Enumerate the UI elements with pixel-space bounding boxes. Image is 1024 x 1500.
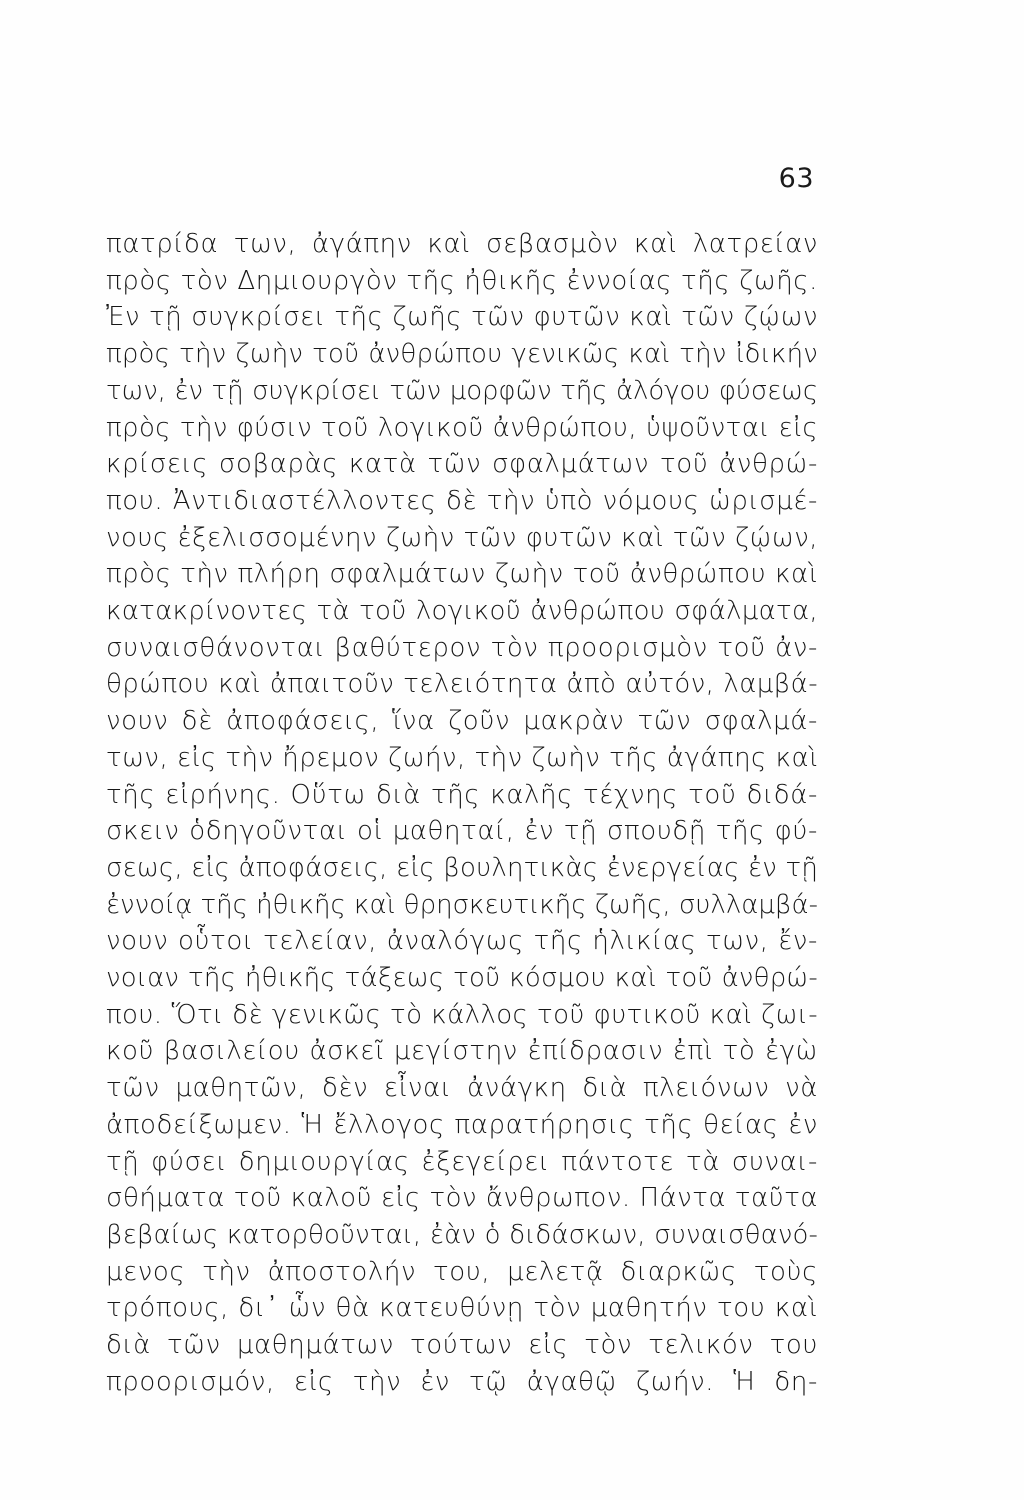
text-line: κρίσεις σοβαρὰς κατὰ τῶν σφαλμάτων τοῦ ἀνθρώ- — [106, 449, 818, 480]
text-line: πατρίδα των, ἀγάπην καὶ σεβασμὸν καὶ λατρείαν — [106, 229, 818, 259]
text-line: σεως, εἰς ἀποφάσεις, εἰς βουλητικὰς ἐνεργείας ἐν τῇ — [106, 852, 818, 883]
text-line: τῇ φύσει δημιουργίας ἐξεγείρει πάντοτε τὰ συναι- — [106, 1146, 818, 1177]
text-line: βεβαίως κατορθοῦνται, ἐὰν ὁ διδάσκων, συναισθανό- — [106, 1219, 818, 1250]
text-line: Ἐν τῇ συγκρίσει τῆς ζωῆς τῶν φυτῶν καὶ τῶν ζῴων — [106, 302, 818, 333]
text-line: συναισθάνονται βαθύτερον τὸν προορισμὸν τοῦ ἀν- — [106, 632, 818, 663]
text-line: νοιαν τῆς ἠθικῆς τάξεως τοῦ κόσμου καὶ τοῦ ἀνθρώ- — [106, 963, 818, 994]
text-line: θρώπου καὶ ἀπαιτοῦν τελειότητα ἀπὸ αὐτόν, λαμβά- — [106, 669, 818, 700]
page-number: 63 — [778, 163, 814, 194]
text-line: πρὸς τὴν πλήρη σφαλμάτων ζωὴν τοῦ ἀνθρώπου καὶ — [106, 559, 818, 590]
text-line: κατακρίνοντες τὰ τοῦ λογικοῦ ἀνθρώπου σφάλματα, — [106, 596, 818, 627]
text-line: τρόπους, δι᾽ ὧν θὰ κατευθύνῃ τὸν μαθητήν του καὶ — [106, 1293, 818, 1324]
text-line: που. Ὅτι δὲ γενικῶς τὸ κάλλος τοῦ φυτικοῦ καὶ ζωι- — [106, 999, 818, 1030]
text-line: πρὸς τὴν φύσιν τοῦ λογικοῦ ἀνθρώπου, ὑψοῦνται εἰς — [106, 412, 818, 443]
text-line: μενος τὴν ἀποστολήν του, μελετᾷ διαρκῶς τοὺς — [106, 1256, 818, 1287]
text-line: που. Ἀντιδιαστέλλοντες δὲ τὴν ὑπὸ νόμους ὡρισμέ- — [106, 485, 818, 516]
text-line: πρὸς τὴν ζωὴν τοῦ ἀνθρώπου γενικῶς καὶ τὴν ἰδικήν — [106, 339, 818, 370]
text-line: τῆς εἰρήνης. Οὕτω διὰ τῆς καλῆς τέχνης τοῦ διδά- — [106, 779, 818, 810]
text-line: κοῦ βασιλείου ἀσκεῖ μεγίστην ἐπίδρασιν ἐπὶ τὸ ἐγὼ — [106, 1036, 818, 1067]
text-line: σθήματα τοῦ καλοῦ εἰς τὸν ἄνθρωπον. Πάντα ταῦτα — [106, 1183, 818, 1214]
text-line: νουν δὲ ἀποφάσεις, ἵνα ζοῦν μακρὰν τῶν σφαλμά- — [106, 706, 818, 737]
text-line: πρὸς τὸν Δημιουργὸν τῆς ἠθικῆς ἐννοίας τῆς ζωῆς. — [106, 265, 819, 296]
body-text — [106, 226, 818, 1401]
text-line: νους ἐξελισσομένην ζωὴν τῶν φυτῶν καὶ τῶν ζῴων, — [106, 522, 818, 553]
text-line: των, ἐν τῇ συγκρίσει τῶν μορφῶν τῆς ἀλόγου φύσεως — [106, 375, 818, 406]
text-line: προορισμόν, εἰς τὴν ἐν τῷ ἀγαθῷ ζωήν. Ἡ δη- — [106, 1366, 818, 1397]
text-line: διὰ τῶν μαθημάτων τούτων εἰς τὸν τελικόν του — [106, 1330, 818, 1361]
text-line: τῶν μαθητῶν, δὲν εἶναι ἀνάγκη διὰ πλειόνων νὰ — [106, 1073, 818, 1104]
text-line: των, εἰς τὴν ἤρεμον ζωήν, τὴν ζωὴν τῆς ἀγάπης καὶ — [106, 742, 819, 773]
text-line: ἐννοίᾳ τῆς ἠθικῆς καὶ θρησκευτικῆς ζωῆς, συλλαμβά- — [106, 889, 819, 920]
text-line: ἀποδείξωμεν. Ἡ ἔλλογος παρατήρησις τῆς θείας ἐν — [106, 1109, 818, 1140]
text-line: σκειν ὁδηγοῦνται οἱ μαθηταί, ἐν τῇ σπουδῇ τῆς φύ- — [106, 816, 818, 847]
text-line: νουν οὗτοι τελείαν, ἀναλόγως τῆς ἡλικίας των, ἔν- — [106, 926, 818, 957]
